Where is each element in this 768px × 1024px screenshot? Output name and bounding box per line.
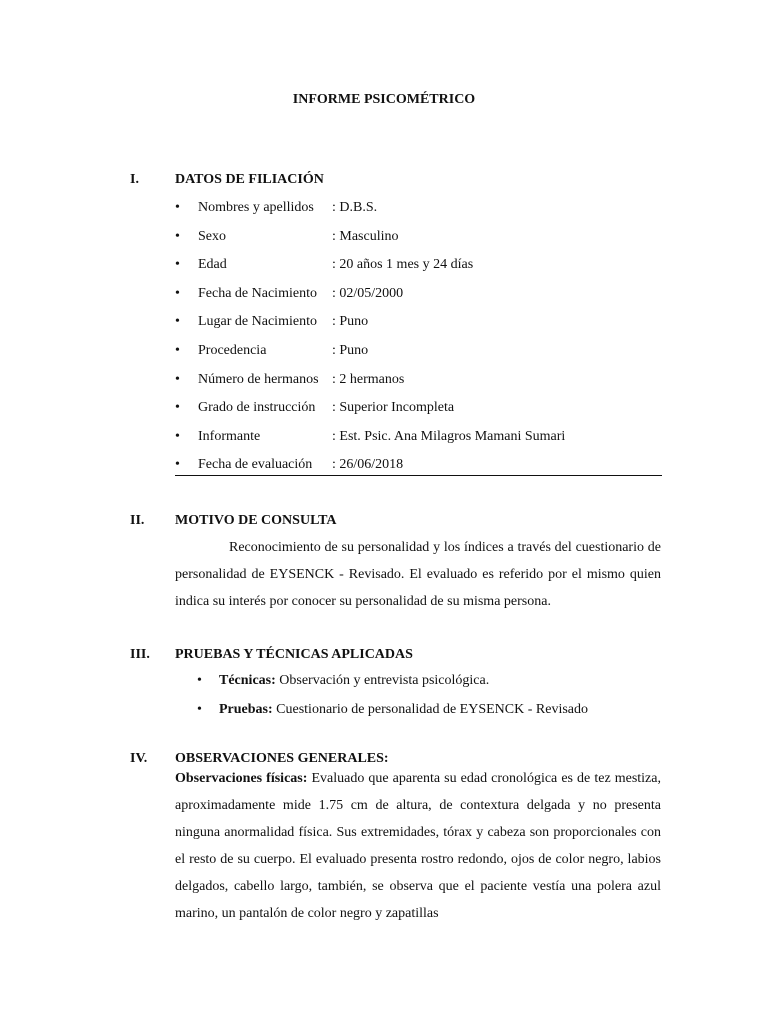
tests-label: Pruebas: [219,702,273,717]
list-item [175,429,665,458]
tests-text: Cuestionario de personalidad de EYSENCK - Revisado [272,702,588,717]
filiation-list [175,200,665,486]
bullet-icon: • [175,285,180,301]
bullet-icon: • [197,673,202,688]
field-value: : 2 hermanos [332,371,405,387]
field-value: : 26/06/2018 [332,457,404,473]
field-label: Fecha de evaluación [198,457,313,473]
field-value: : 20 años 1 mes y 24 días [332,257,474,273]
field-value: : D.B.S. [332,200,378,215]
section-3-title: PRUEBAS Y TÉCNICAS APLICADAS [175,647,413,662]
report-title: INFORME PSICOMÉTRICO [292,92,476,107]
section-4-number: IV. [130,751,148,766]
list-item [175,200,665,229]
bullet-icon: • [197,702,202,717]
field-value: : Masculino [332,228,399,244]
list-item [175,457,665,486]
field-label: Edad [198,257,227,273]
bullet-icon: • [175,428,180,444]
section-2-number: II. [130,513,145,528]
list-item [197,673,657,702]
field-label: Procedencia [198,342,267,358]
list-item [175,286,665,315]
section-3-number: III. [130,647,150,662]
field-value: : 02/05/2000 [332,285,404,301]
physical-observations-text: Evaluado que aparenta su edad cronológica es de tez mestiza, aproximadamente mide 1.75 cm de altura, de contextura delgada y no presenta ninguna anormalidad física. Sus extremidades, tórax y cabeza son proporcionales con el resto de su cuerpo. El evaluado presenta rostro redondo, ojos de color negro, labios delgados, cabello largo, también, se observa que el paciente vestía una polera azul marino, un pantalón de color negro y zapatillas [175,771,661,921]
list-item [175,372,665,401]
techniques-label: Técnicas: [219,673,276,688]
bullet-icon: • [175,371,180,387]
field-label: Número de hermanos [198,371,319,387]
field-value: : Puno [332,342,369,358]
field-label: Nombres y apellidos [198,200,314,215]
list-item [175,314,665,343]
bullet-icon: • [175,314,180,330]
bullet-icon: • [175,457,180,473]
list-item [175,257,665,286]
field-label: Sexo [198,228,226,244]
list-item [197,702,657,731]
motive-paragraph: Reconocimiento de su personalidad y los índices a través del cuestionario de personalidad de EYSENCK - Revisado. El evaluado es referido por el mismo quien indica su interés por conocer su personalidad de su misma persona. [175,540,661,609]
section-2-title: MOTIVO DE CONSULTA [175,513,337,528]
list-item [175,400,665,429]
field-label: Lugar de Nacimiento [198,314,317,330]
field-value: : Superior Incompleta [332,400,455,416]
field-label: Grado de instrucción [198,400,316,416]
section-4-title: OBSERVACIONES GENERALES: [175,751,389,766]
bullet-icon: • [175,257,180,273]
field-value: : Puno [332,314,369,330]
observations-paragraph [175,765,661,927]
field-value: : Est. Psic. Ana Milagros Mamani Sumari [332,428,566,444]
physical-observations-label: Observaciones físicas: [175,771,308,786]
bullet-icon: • [175,200,180,215]
section-divider [175,475,662,476]
techniques-text: Observación y entrevista psicológica. [275,673,490,688]
bullet-icon: • [175,228,180,244]
tests-list [197,673,657,731]
field-label: Informante [198,428,261,444]
list-item [175,343,665,372]
field-label: Fecha de Nacimiento [198,285,317,301]
list-item [175,229,665,258]
section-1-title: DATOS DE FILIACIÓN [175,172,324,187]
bullet-icon: • [175,400,180,416]
section-1-number: I. [130,172,139,187]
bullet-icon: • [175,342,180,358]
